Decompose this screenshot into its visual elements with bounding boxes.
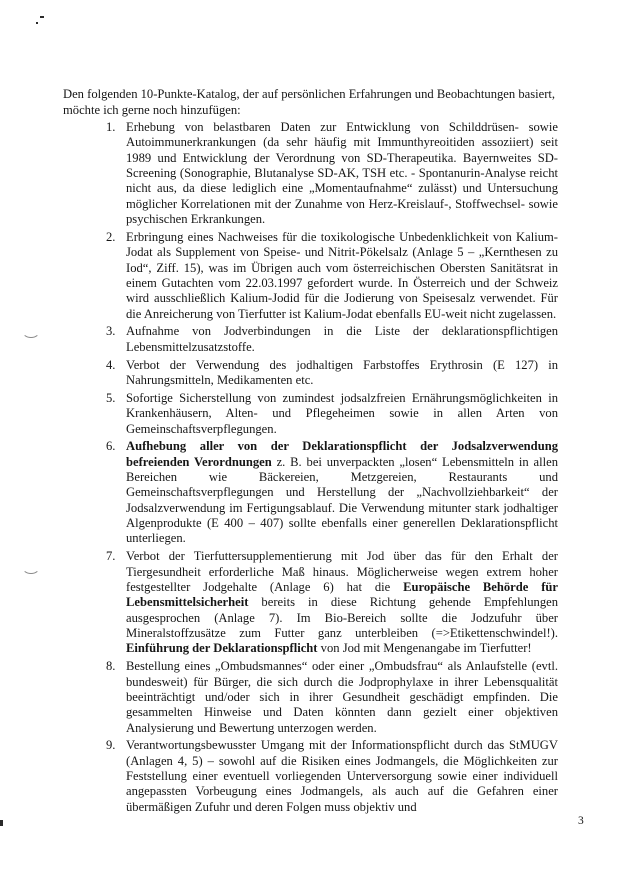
item-text: Aufnahme von Jodverbindungen in die Liste der deklarationspflichtigen Lebensmittelzusatzstoffe. [126, 324, 558, 354]
item-number: 4. [106, 357, 116, 372]
item-text: Verbot der Verwendung des jodhaltigen Farbstoffes Erythrosin (E 127) in Nahrungsmitteln, Medikamenten etc. [126, 357, 558, 387]
list-item [106, 358, 558, 389]
catalog-list [106, 120, 558, 818]
item-text: Sofortige Sicherstellung von zumindest jodsalzfreien Ernährungsmöglichkeiten in Krankenhäusern, Alten- und Pflegeheimen sowie in allen Arten von Gemeinschaftsverpflegungen. [126, 390, 558, 436]
item-text: Bestellung eines „Ombudsmannes“ oder einer „Ombudsfrau“ als Anlaufstelle (evtl. bundesweit) für Bürger, die sich durch die Jodprophylaxe in ihrer Lebensqualität beeinträchtigt und/oder sich in ihrer Gesundheit geschädigt empfinden. Die gesammelten Hinweise und Daten könnten dann gezielt einer objektiven Analysierung und Bewertung unterzogen werden. [126, 659, 558, 735]
item-text: von Jod mit Mengenangabe im Tierfutter! [317, 641, 532, 656]
item-bold-text: Einführung der Deklarationspflicht [126, 641, 318, 656]
item-number: 1. [106, 120, 116, 134]
list-item [106, 324, 558, 355]
punch-hole-mark [22, 560, 40, 574]
list-item [106, 391, 558, 437]
scan-speck [36, 22, 38, 24]
item-text: bereits in diese Richtung gehende Empfehlungen ausgesprochen (Anlage 7). Im Bio-Bereich sollte die Jodzufuhr über Mineralstoffzusätze zum Futter ganz unterbleiben (=>Etikettenschwindel!). [126, 595, 558, 640]
scan-speck [0, 820, 3, 826]
item-bold-text: Aufhebung aller von der Deklarationspflicht der Jodsalzverwendung befreienden Verordnungen [126, 439, 558, 469]
item-text: z. B. bei unverpackten „losen“ Lebensmitteln in allen Bereichen wie Bäckereien, Metzgereien, Restaurants und Gemeinschaftsverpflegungen und Herstellung der „Nachvollziehbarkeit“ der Jodsalzverwendung im Fertigungsablauf. Die Verwendung mitunter stark jodhaltiger Algenprodukte (E 400 – 407) sollte ebenfalls einer generellen Deklarationspflicht unterliegen. [126, 454, 558, 546]
item-number: 9. [106, 738, 116, 753]
scan-speck [40, 16, 44, 18]
item-number: 2. [106, 229, 116, 244]
item-text: Verbot der Tierfuttersupplementierung mit Jod über das für den Erhalt der Tiergesundheit erforderliche Maß hinaus. Möglicherweise wegen extrem hoher festgestellter Jodgehalte (Anlage 6) hat die [126, 549, 558, 594]
list-item [106, 120, 558, 227]
item-text: Erhebung von belastbaren Daten zur Entwicklung von Schilddrüsen- sowie Autoimmunerkrankungen (da sehr häufig mit Immunthyreoitiden assoziiert) seit 1989 und Entwicklung der Verordnung von SD-Therapeutika. Bayernweites SD-Screening (Sonographie, Blutanalyse SD-AK, TSH etc. - Spontanurin-Analyse reicht nicht aus, da diese lediglich eine „Momentaufnahme“ zulässt) und Untersuchung möglicher Korrelationen mit der Zunahme von Herz-Kreislauf-, Stoffwechsel- sowie psychischen Erkrankungen. [126, 120, 558, 227]
intro-paragraph: Den folgenden 10-Punkte-Katalog, der auf persönlichen Erfahrungen und Beobachtungen basiert, möchte ich gerne noch hinzufügen: [63, 86, 556, 118]
item-number: 6. [106, 439, 116, 454]
page-number: 3 [578, 815, 584, 827]
list-item [106, 738, 558, 815]
item-text: Erbringung eines Nachweises für die toxikologische Unbedenklichkeit von Kalium-Jodat als Supplement von Speise- und Nitrit-Pökelsalz (Anlage 5 – „Kernthesen zu Iod“, Ziff. 15), was im Übrigen auch vom österreichischen Obersten Sanitätsrat in einem Gutachten vom 22.03.1997 gefordert wurde. In Österreich und der Schweiz wird ausschließlich Kalium-Jodid für die Jodierung von Speisesalz verwendet. Für die Anreicherung von Tierfutter ist Kalium-Jodat ebenfalls EU-weit nicht zugelassen. [126, 229, 558, 321]
item-number: 5. [106, 390, 116, 405]
item-number: 7. [106, 549, 116, 564]
item-text: Verantwortungsbewusster Umgang mit der Informationspflicht durch das StMUGV (Anlagen 4, 5) – sowohl auf die Risiken eines Jodmangels, die Möglichkeiten zur Feststellung einer eventuell vorliegenden Unterversorgung sowie einer individuell angepassten Vorbeugung eines Jodmangels, als auch auf die Gefahren einer übermäßigen Zufuhr und deren Folgen muss objektiv und [126, 738, 558, 814]
list-item [106, 549, 558, 656]
list-item [106, 230, 558, 322]
punch-hole-mark [22, 324, 40, 338]
item-bold-text: Europäische Behörde für Lebensmittelsicherheit [126, 579, 558, 610]
item-number: 3. [106, 324, 116, 339]
item-number: 8. [106, 659, 116, 674]
list-item [106, 659, 558, 736]
list-item [106, 439, 558, 546]
